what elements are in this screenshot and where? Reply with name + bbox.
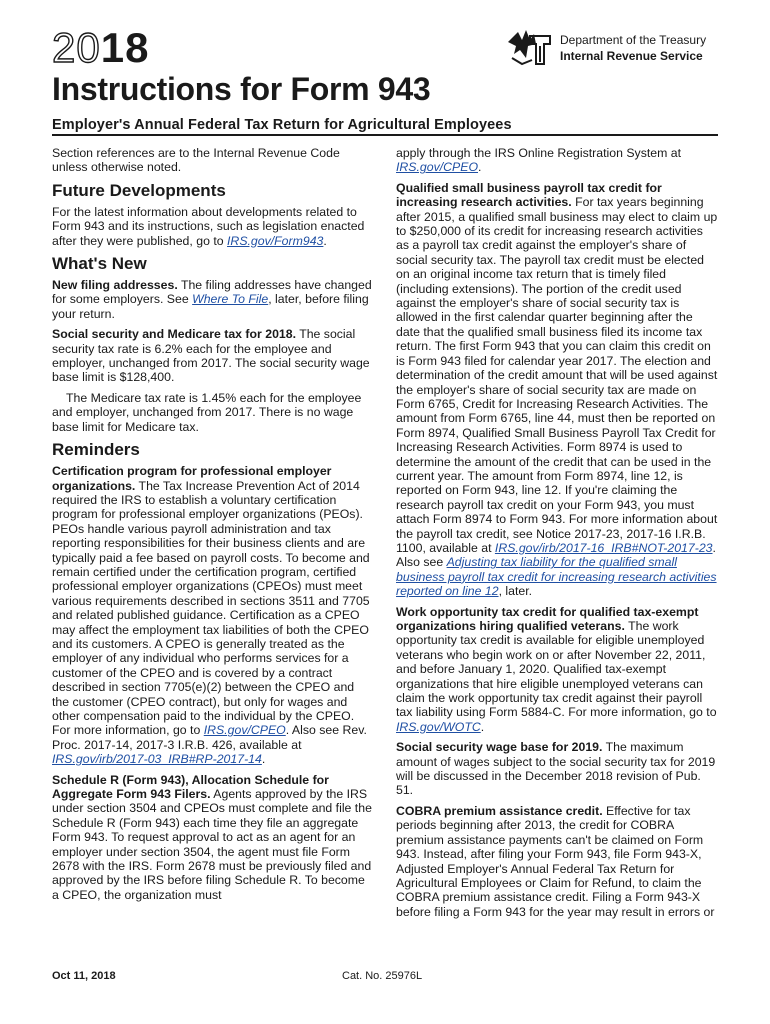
right-column — [396, 146, 718, 925]
ss-medicare-text: The social security tax rate is 6.2% each for the employee and employer, unchanged from 2017. The social security wage base limit is $128,400. — [52, 327, 370, 385]
filing-addresses-text-end: , later, before filing your return. — [52, 292, 369, 321]
adjusting-liability-link[interactable]: Adjusting tax liability for the qualified small business payroll tax credit for increasing research activities reported on line 12 — [396, 555, 717, 599]
cpeo-paragraph: Certification program for professional employer organizations. The Tax Increase Prevention Act of 2014 required the IRS to establish a voluntary certification program for professional employer organizations (PEOs). PEOs handle various payroll administration and tax reporting responsibilities for their business clients and are typically paid a fee based on payroll costs. To become and remain certified under the certification program, certified professional employer organizations (CPEOs) must meet various requirements described in sections 3511 and 7705 and related published guidance. Certification as a CPEO may affect the employment tax liabilities of both the CPEO and its customers. A CPEO is generally treated as the employer of any individual who performs services for a customer of the CPEO and is covered by a contract described in section 7705(e)(2) between the CPEO and the customer (CPEO contract), but only for wages and other compensation paid to the individual by the CPEO. For more information, go to IRS.gov/CPEO. Also see Rev. Proc. 2017-14, 2017-3 I.R.B. 426, available at IRS.gov/irb/2017-03_IRB#RP-2017-14. — [52, 464, 370, 767]
research-credit-text: For tax years beginning after 2015, a qualified small business may elect to claim up to $250,000 of its credit for increasing research activities as a payroll tax credit against the employer's share of social security tax. The payroll tax credit must be elected on an original income tax return that is timely filed (including extensions). The portion of the credit used against the employer's share of social security tax is allowed in the first calendar quarter beginning after the date that the qualified small business filed its income tax return. The first Form 943 that you can claim this credit on is Form 943 filed for calendar year 2017. The election and determination of the credit amount that will be used against the employer's share of social security tax are made on Form 6765, Credit for Increasing Research Activities. The amount from Form 6765, line 44, must then be reported on Form 8974, Qualified Small Business Payroll Tax Credit for Increasing Research Activities. Form 8974 is used to determine the amount of the credit that can be used in the current year. The amount from Form 8974, line 12, is reported on Form 943, line 12. If you're claiming the research payroll tax credit on your Form 943, you must attach Form 8974 to Form 943. For more information about the payroll tax credit, see Notice 2017-23, 2017-16 I.R.B. 1100, available at — [396, 195, 718, 555]
agency-block — [560, 32, 706, 64]
schedule-r-paragraph — [52, 773, 374, 903]
footer-date: Oct 11, 2018 — [52, 970, 116, 982]
form943-link[interactable]: IRS.gov/Form943 — [227, 233, 324, 248]
cpeo-continued-text: apply through the IRS Online Registration System at — [396, 146, 682, 160]
wotc-text: The work opportunity tax credit is available for eligible unemployed veterans who begin work on or after November 22, 2011, and before January 1, 2020. Qualified tax-exempt organizations that hire eligible unemployed veterans can claim the work opportunity tax credit against their payroll tax liability using Form 5884-C. For more information, go to — [396, 619, 717, 720]
where-to-file-link[interactable]: Where To File — [192, 292, 269, 307]
wotc-paragraph: Work opportunity tax credit for qualified tax-exempt organizations hiring qualified veterans. The work opportunity tax credit is available for eligible unemployed veterans who begin work on or after November 22, 2011, and before January 1, 2020. Qualified tax-exempt organizations that hire eligible unemployed veterans can claim the work opportunity tax credit against their payroll tax liability using Form 5884-C. For more information, go to IRS.gov/WOTC. — [396, 604, 717, 734]
agency-department: Department of the Treasury — [560, 33, 707, 47]
year-outline-digits: 20 — [52, 24, 101, 71]
research-credit-text-2: . Also see — [396, 540, 716, 570]
year-solid-digits: 18 — [100, 24, 150, 71]
medicare-paragraph: The Medicare tax rate is 1.45% each for the employee and employer, unchanged from 2017. There is no wage base limit for Medicare tax. — [52, 390, 362, 434]
cpeo-link[interactable]: IRS.gov/CPEO — [203, 723, 286, 738]
cpeo-text-2: . Also see Rev. Proc. 2017-14, 2017-3 I.R.B. 426, available at — [52, 723, 367, 752]
cobra-text: Effective for tax periods beginning after 2013, the credit for COBRA premium assistance payments can't be claimed on Form 943. Instead, after filing your Form 943, file Form 943-X, Adjusted Employer's Annual Federal Tax Return for Agricultural Employees or Claim for Refund, to claim the COBRA premium assistance credit. Filing a Form 943-X before filing a Form 943 for the year may result in errors or — [396, 803, 715, 919]
future-paragraph: For the latest information about developments related to Form 943 and its instructions, such as legislation enacted after they were published, go to IRS.gov/Form943. — [52, 204, 365, 248]
future-text: For the latest information about developments related to Form 943 and its instructions, such as legislation enacted after they were published, go to — [52, 204, 365, 248]
irs-eagle-logo-icon — [504, 28, 554, 68]
wage-base-text: The maximum amount of wages subject to the social security tax for 2019 will be discussed in the December 2018 revision of Pub. 51. — [396, 740, 716, 798]
ss-medicare-paragraph — [52, 327, 374, 385]
revision-year — [52, 24, 149, 72]
agency-service: Internal Revenue Service — [560, 49, 703, 63]
cpeo-registration-link[interactable]: IRS.gov/CPEO — [396, 160, 479, 175]
page-title: Instructions for Form 943 — [52, 71, 431, 107]
cpeo-continued-paragraph: apply through the IRS Online Registration System at IRS.gov/CPEO. — [396, 146, 682, 175]
notice-2017-23-link[interactable]: IRS.gov/irb/2017-16_IRB#NOT-2017-23 — [494, 540, 713, 555]
wotc-link[interactable]: IRS.gov/WOTC — [396, 719, 481, 734]
research-credit-text-3: , later. — [498, 584, 533, 599]
form-subtitle: Employer's Annual Federal Tax Return for Agricultural Employees — [52, 117, 512, 133]
cobra-lead: COBRA premium assistance credit. — [396, 803, 603, 818]
cpeo-lead: Certification program for professional employer organizations. — [52, 464, 332, 493]
filing-addresses-lead: New filing addresses. — [52, 278, 178, 293]
heading-future-developments: Future Developments — [52, 180, 226, 200]
filing-addresses-text: The filing addresses have changed for some employers. See — [52, 278, 372, 307]
schedule-r-text: Agents approved by the IRS under section 3504 and CPEOs must complete and file the Schedule R (Form 943) each time they file an aggregate Form 943. To request approval to act as an agent for an employer under section 3504, the agent must file Form 2678 with the IRS. Form 2678 must be previously filed and approved by the IRS before filing Schedule R. To become a CPEO, the organization must — [52, 787, 372, 902]
footer-catalog-number: Cat. No. 25976L — [342, 970, 423, 982]
research-credit-paragraph — [396, 181, 718, 599]
schedule-r-lead: Schedule R (Form 943), Allocation Schedule for Aggregate Form 943 Filers. — [52, 772, 329, 802]
left-column — [52, 146, 374, 908]
research-credit-lead: Qualified small business payroll tax credit for increasing research activities. — [396, 180, 662, 210]
wage-base-lead: Social security wage base for 2019. — [396, 740, 603, 755]
wage-base-paragraph — [396, 740, 718, 798]
rev-proc-link[interactable]: IRS.gov/irb/2017-03_IRB#RP-2017-14 — [52, 752, 262, 767]
wotc-lead: Work opportunity tax credit for qualified tax-exempt organizations hiring qualified veterans. — [396, 604, 699, 633]
filing-addresses-paragraph — [52, 278, 374, 321]
cobra-paragraph — [396, 804, 718, 919]
ss-medicare-lead: Social security and Medicare tax for 2018. — [52, 327, 296, 342]
heading-whats-new: What's New — [52, 254, 147, 274]
heading-reminders: Reminders — [52, 440, 140, 460]
intro-paragraph: Section references are to the Internal Revenue Code unless otherwise noted. — [52, 146, 340, 175]
cpeo-text: The Tax Increase Prevention Act of 2014 required the IRS to establish a voluntary certification program for professional employer organizations (PEOs). PEOs handle various payroll administration and tax reporting responsibilities for their business clients and are typically paid a fee based on payroll costs. To become and remain certified under the certification program, certified professional employer organizations (CPEOs) must meet various requirements described in sections 3511 and 7705 and related published guidance. Certification as a CPEO may affect the employment tax liabilities of both the CPEO and its customers. A CPEO is generally treated as the employer of any individual who performs services for a customer of the CPEO and is covered by a contract described in section 7705(e)(2) between the CPEO and the customer (CPEO contract), but only for wages and other compensation paid to the individual by the CPEO. For more information, go to — [52, 478, 370, 738]
header-rule — [52, 134, 718, 136]
